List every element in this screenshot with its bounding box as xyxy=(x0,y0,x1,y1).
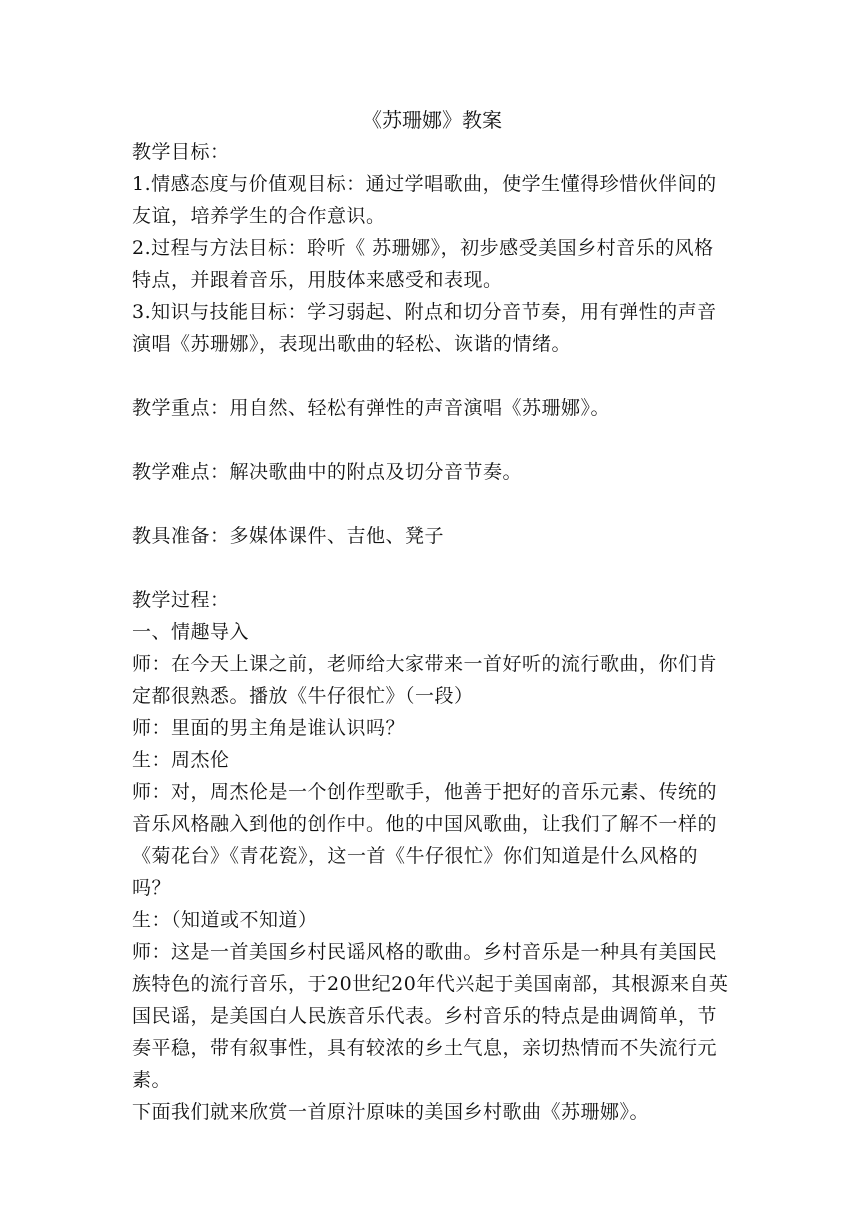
dialogue-line: 下面我们就来欣赏一首原汁原味的美国乡村歌曲《苏珊娜》。 xyxy=(132,1101,650,1123)
blank-line xyxy=(132,360,732,392)
document-title: 《苏珊娜》教案 xyxy=(362,108,502,132)
section-heading-process: 教学过程： xyxy=(132,589,230,611)
dialogue-line: 师：这是一首美国乡村民谣风格的歌曲。乡村音乐是一种具有美国民族特色的流行音乐，于20世纪20年代兴起于美国南部，其根源来自英国民谣，是美国白人民族音乐代表。乡村音乐的特点是曲调简单，节奏平稳，带有叙事性，具有较浓的乡土气息，亲切热情而不失流行元素。 xyxy=(132,941,729,1091)
step-heading-intro: 一、情趣导入 xyxy=(132,621,250,643)
dialogue-line: 生：周杰伦 xyxy=(132,749,230,771)
teaching-focus: 教学重点：用自然、轻松有弹性的声音演唱《苏珊娜》。 xyxy=(132,397,611,419)
blank-line xyxy=(132,488,732,520)
dialogue-line: 师：在今天上课之前，老师给大家带来一首好听的流行歌曲，你们肯定都很熟悉。播放《牛仔很忙》（一段） xyxy=(132,653,718,707)
blank-line xyxy=(132,424,732,456)
objective-process: 2.过程与方法目标：聆听《 苏珊娜》，初步感受美国乡村音乐的风格特点，并跟着音乐，用肢体来感受和表现。 xyxy=(132,237,714,291)
section-heading-objectives: 教学目标： xyxy=(132,141,230,163)
teaching-difficulty: 教学难点：解决歌曲中的附点及切分音节奏。 xyxy=(132,461,523,483)
objective-emotion: 1.情感态度与价值观目标：通过学唱歌曲，使学生懂得珍惜伙伴间的友谊，培养学生的合作意识。 xyxy=(132,173,717,227)
objective-knowledge: 3.知识与技能目标：学习弱起、附点和切分音节奏，用有弹性的声音演唱《苏珊娜》，表现出歌曲的轻松、诙谐的情绪。 xyxy=(132,301,717,355)
document-body xyxy=(132,104,732,1128)
dialogue-line: 师：对，周杰伦是一个创作型歌手，他善于把好的音乐元素、传统的音乐风格融入到他的创作中。他的中国风歌曲，让我们了解不一样的《菊花台》《青花瓷》，这一首《牛仔很忙》你们知道是什么风格的吗？ xyxy=(132,781,718,899)
blank-line xyxy=(132,552,732,584)
teaching-tools: 教具准备：多媒体课件、吉他、凳子 xyxy=(132,525,445,547)
dialogue-line: 生：（知道或不知道） xyxy=(132,909,318,931)
dialogue-line: 师：里面的男主角是谁认识吗？ xyxy=(132,717,406,739)
